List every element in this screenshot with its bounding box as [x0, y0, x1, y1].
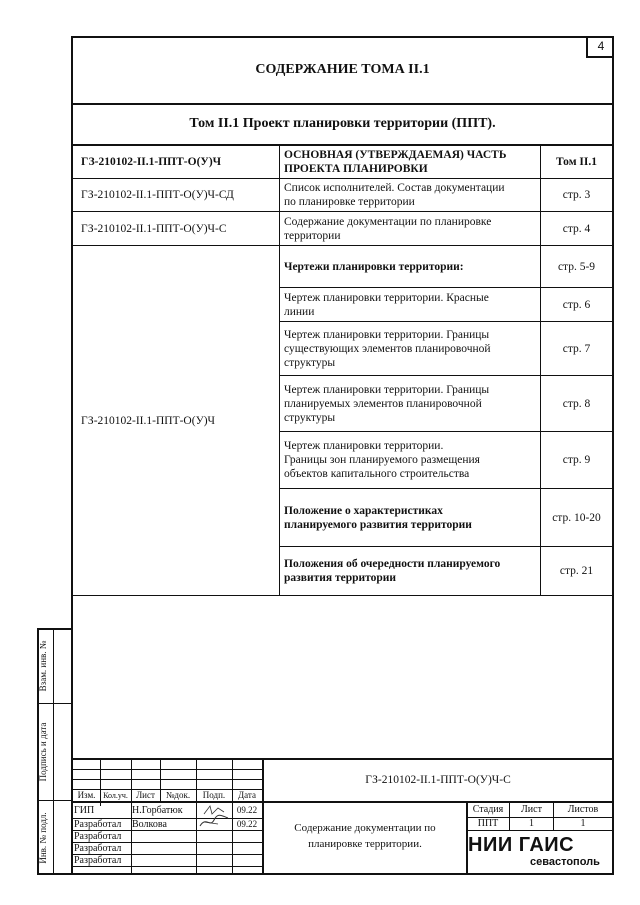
table-cell-page: стр. 6: [562, 298, 591, 311]
table-cell-desc: [280, 288, 540, 321]
desc-line: Чертеж планировки территории. Границы: [284, 328, 490, 341]
stamp-line: [466, 830, 612, 831]
table-cell-desc: Чертежи планировки территории:: [284, 260, 464, 273]
table-cell-page: стр. 4: [562, 222, 591, 235]
sidebar-label-vzam: Взам. инв. №: [38, 640, 48, 692]
stamp-listov: 1: [580, 818, 586, 829]
stamp-col-podp: Подп.: [202, 790, 226, 800]
table-cell-desc: [280, 179, 540, 211]
desc-line: развития территории: [284, 572, 397, 584]
stamp-role-razr: Разработал: [74, 818, 122, 830]
stamp-doc-title-line: планировке территории.: [308, 838, 422, 850]
org-logo: НИИ ГАИС: [468, 834, 575, 856]
table-cell-code-merged: ГЗ-210102-II.1-ППТ-О(У)Ч: [81, 414, 216, 427]
table-cell-page: стр. 21: [559, 565, 594, 577]
stamp-role-razr3: Разработал: [74, 842, 122, 854]
stamp-listov-label: Листов: [567, 804, 599, 815]
desc-line: структуры: [284, 411, 336, 424]
stamp-line: [196, 758, 197, 875]
stamp-col-data: Дата: [238, 790, 256, 800]
stamp-name-gip: Н.Горбатюк: [132, 804, 183, 816]
stamp-col-ndok: №док.: [165, 790, 191, 800]
table-cell-page: стр. 3: [562, 189, 591, 201]
volume-subtitle: Том II.1 Проект планировки территории (ППТ).: [189, 116, 496, 131]
stamp-list: 1: [529, 818, 534, 829]
desc-line: Чертеж планировки территории. Границы: [284, 383, 490, 396]
stamp-name-razr: Волкова: [132, 818, 167, 830]
desc-line: Границы зон планируемого размещения: [284, 454, 480, 466]
stamp-role-razr4: Разработал: [74, 854, 122, 866]
table-cell-desc: [280, 322, 540, 375]
stamp-col-kol: Кол.уч.: [103, 790, 128, 800]
desc-line: территории: [284, 229, 341, 242]
sidebar-label-inv: Инв. № подл.: [38, 812, 48, 864]
page-number: 4: [586, 36, 614, 58]
table-header-page: Том II.1: [556, 155, 597, 168]
table-header-code: ГЗ-210102-II.1-ППТ-О(У)Ч: [81, 155, 222, 168]
desc-line: планируемых элементов планировочной: [284, 397, 482, 410]
table-cell-page: стр. 7: [562, 342, 591, 355]
stamp-doc-title-line: Содержание документации по: [294, 822, 436, 834]
table-cell-page: стр. 9: [562, 454, 591, 466]
stamp-date-gip: 09.22: [236, 805, 258, 815]
desc-line: Положения об очередности планируемого: [284, 558, 501, 570]
stamp-stadia-label: Стадия: [472, 804, 504, 815]
stamp-col-list: Лист: [136, 790, 155, 800]
desc-line: существующих элементов планировочной: [284, 342, 491, 355]
sidebar-label-podpis: Подпись и дата: [38, 722, 48, 782]
desc-line: Содержание документации по планировке: [284, 215, 492, 228]
table-cell-page: стр. 5-9: [557, 260, 596, 273]
sidebar-line: [53, 628, 54, 875]
table-header-desc-line: ПРОЕКТА ПЛАНИРОВКИ: [284, 162, 428, 175]
stamp-date-razr: 09.22: [236, 819, 258, 829]
desc-line: объектов капитального строительства: [284, 468, 470, 480]
desc-line: Чертеж планировки территории.: [284, 440, 444, 452]
org-city: севастополь: [530, 856, 600, 868]
sidebar-line: [37, 703, 71, 704]
stamp-role-razr2: Разработал: [74, 830, 122, 842]
desc-line: Положение о характеристиках: [284, 504, 443, 517]
stamp-col-izm: Изм.: [77, 790, 96, 800]
stamp-stadia: ППТ: [477, 818, 499, 829]
desc-line: планируемого развития территории: [284, 518, 472, 531]
table-cell-page: стр. 10-20: [552, 511, 601, 524]
stamp-role-gip: ГИП: [74, 804, 95, 816]
page-title: СОДЕРЖАНИЕ ТОМА II.1: [255, 62, 430, 77]
desc-line: Список исполнителей. Состав документации: [284, 182, 505, 194]
desc-line: структуры: [284, 356, 336, 369]
table-cell-desc: [280, 212, 540, 245]
desc-line: линии: [284, 305, 315, 318]
desc-line: Чертеж планировки территории. Красные: [284, 291, 489, 304]
table-cell-code: ГЗ-210102-II.1-ППТ-О(У)Ч-СД: [81, 189, 234, 201]
stamp-line: [73, 779, 262, 780]
divider: [73, 103, 612, 105]
stamp-line: [73, 769, 262, 770]
table-cell-desc: [280, 432, 540, 488]
table-header-desc: [280, 145, 540, 178]
table-cell-code: ГЗ-210102-II.1-ППТ-О(У)Ч-С: [81, 222, 227, 235]
table-cell-desc: [280, 547, 540, 595]
signature-razr: [198, 812, 232, 830]
stamp-list-label: Лист: [521, 804, 542, 815]
table-row-line: [73, 595, 612, 596]
table-cell-desc: [280, 489, 540, 546]
stamp-line: [73, 866, 262, 867]
stamp-doc-code: ГЗ-210102-II.1-ППТ-О(У)Ч-С: [365, 774, 511, 786]
desc-line: по планировке территории: [284, 196, 415, 208]
table-cell-desc: [280, 376, 540, 431]
table-header-desc-line: ОСНОВНАЯ (УТВЕРЖДАЕМАЯ) ЧАСТЬ: [284, 148, 507, 161]
table-cell-page: стр. 8: [562, 397, 591, 410]
